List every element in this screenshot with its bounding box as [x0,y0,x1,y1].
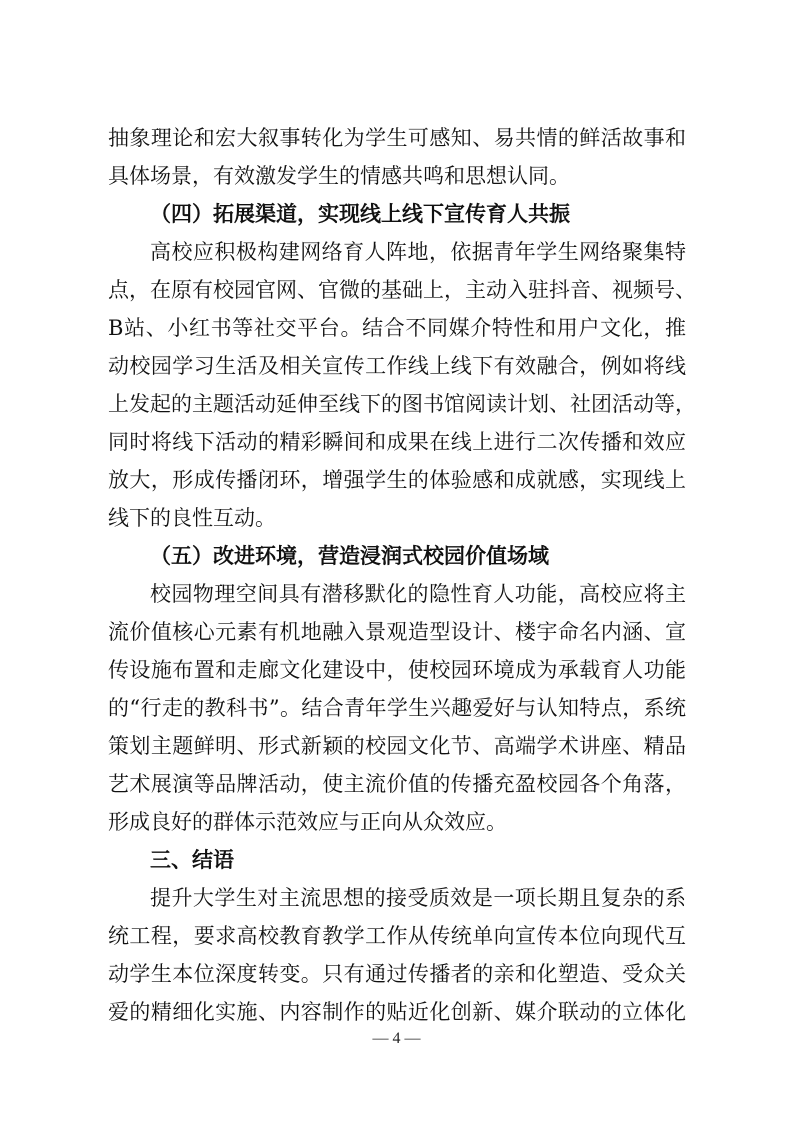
paragraph-line: 点，在原有校园官网、官微的基础上，主动入驻抖音、视频号、 [108,278,696,302]
paragraph-line: 高校应积极构建网络育人阵地，依据青年学生网络聚集特 [150,240,686,264]
paragraph-line: 抽象理论和宏大叙事转化为学生可感知、易共情的鲜活故事和 [108,126,686,150]
section-heading: 三、结语 [150,847,234,872]
paragraph-line: 具体场景，有效激发学生的情感共鸣和思想认同。 [108,164,570,188]
paragraph-line: 线下的良性互动。 [108,506,276,530]
paragraph-line: 形成良好的群体示范效应与正向从众效应。 [108,810,507,834]
page-number: — 4 — [372,1030,421,1047]
section-heading: （五）改进环境，营造浸润式校园价值场域 [150,543,549,568]
paragraph-line: 策划主题鲜明、形式新颖的校园文化节、高端学术讲座、精品 [108,734,686,758]
paragraph-line: 的“行走的教科书”。结合青年学生兴趣爱好与认知特点，系统 [108,696,686,720]
paragraph-line: B站、小红书等社交平台。结合不同媒介特性和用户文化，推 [108,316,686,340]
paragraph-line: 动校园学习生活及相关宣传工作线上线下有效融合，例如将线 [108,354,686,378]
paragraph-line: 放大，形成传播闭环，增强学生的体验感和成就感，实现线上 [108,468,686,492]
paragraph-line: 艺术展演等品牌活动，使主流价值的传播充盈校园各个角落， [108,772,686,796]
paragraph-line: 校园物理空间具有潜移默化的隐性育人功能，高校应将主 [150,582,686,606]
paragraph-line: 动学生本位深度转变。只有通过传播者的亲和化塑造、受众关 [108,962,686,986]
paragraph-line: 上发起的主题活动延伸至线下的图书馆阅读计划、社团活动等， [108,392,696,416]
paragraph-line: 流价值核心元素有机地融入景观造型设计、楼宇命名内涵、宣 [108,620,686,644]
paragraph-line: 统工程，要求高校教育教学工作从传统单向宣传本位向现代互 [108,924,686,948]
paragraph-line: 提升大学生对主流思想的接受质效是一项长期且复杂的系 [150,886,686,910]
paragraph-line: 同时将线下活动的精彩瞬间和成果在线上进行二次传播和效应 [108,430,686,454]
paragraph-line: 传设施布置和走廊文化建设中，使校园环境成为承载育人功能 [108,658,686,682]
paragraph-line: 爱的精细化实施、内容制作的贴近化创新、媒介联动的立体化 [108,1000,686,1024]
section-heading: （四）拓展渠道，实现线上线下宣传育人共振 [150,201,570,226]
